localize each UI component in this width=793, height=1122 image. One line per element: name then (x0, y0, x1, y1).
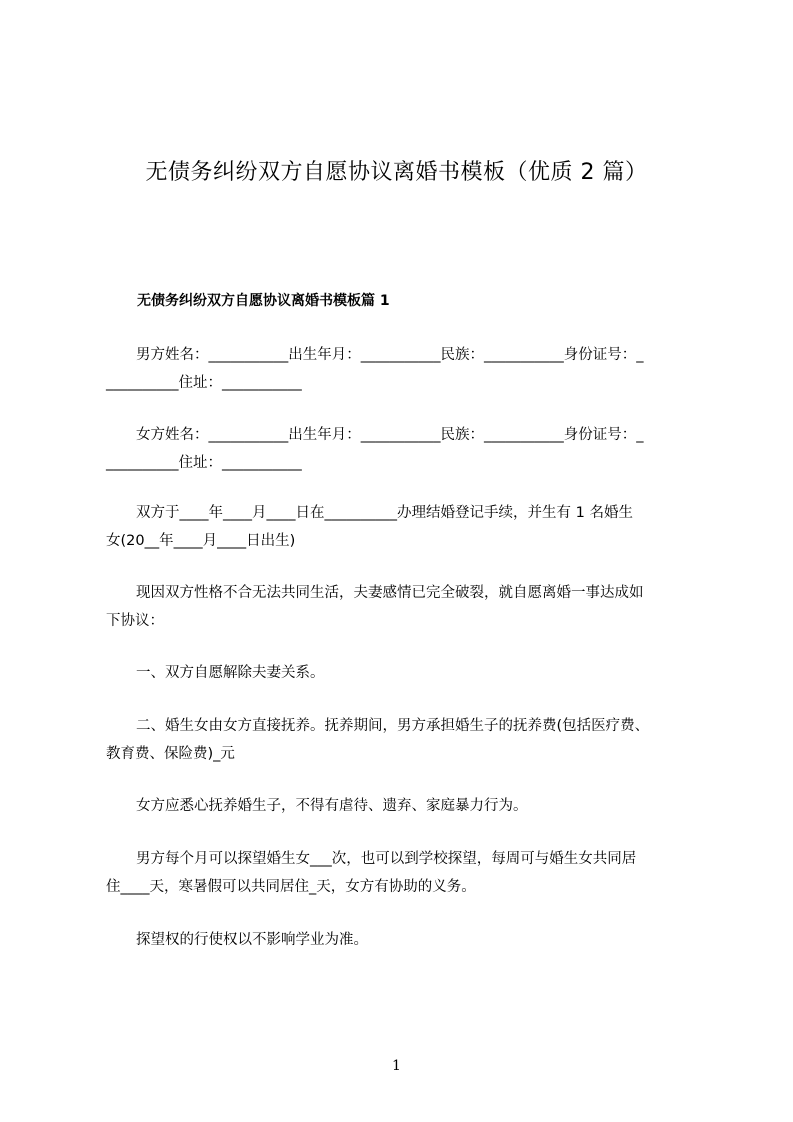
paragraph-reason (106, 579, 702, 635)
paragraph-line: 住____天，寒暑假可以共同居住_天，女方有协助的义务。 (106, 879, 476, 895)
paragraph-line: __________住址：___________ (106, 375, 302, 391)
paragraph-female-info (106, 421, 702, 477)
paragraph-visitation (106, 845, 702, 901)
paragraph-line: 女方应悉心抚养婚生子，不得有虐待、遗弃、家庭暴力行为。 (136, 798, 528, 814)
paragraph-line: 二、婚生女由女方直接抚养。抚养期间，男方承担婚生子的抚养费(包括医疗费、 (136, 718, 650, 734)
paragraph-line: 男方姓名：___________出生年月：___________民族：___________身份证号：_ (136, 347, 644, 363)
paragraph-line: 女方姓名：___________出生年月：___________民族：___________身份证号：_ (136, 427, 644, 443)
paragraph-line: 下协议： (106, 613, 164, 629)
paragraph-line: 探望权的行使权以不影响学业为准。 (136, 932, 368, 948)
paragraph-male-info (106, 341, 702, 397)
page-title: 无债务纠纷双方自愿协议离婚书模板（优质 2 篇） (145, 159, 648, 185)
paragraph-line: __________住址：___________ (106, 455, 302, 471)
paragraph-marriage-registration (106, 499, 702, 555)
paragraph-line: 教育费、保险费)_元 (106, 746, 235, 762)
paragraph-visitation-limit (106, 926, 702, 954)
paragraph-line: 一、双方自愿解除夫妻关系。 (136, 665, 325, 681)
page-number: 1 (392, 1058, 401, 1074)
paragraph-clause-1 (106, 659, 702, 687)
paragraph-clause-2 (106, 712, 702, 768)
paragraph-line: 现因双方性格不合无法共同生活，夫妻感情已完全破裂，就自愿离婚一事达成如 (136, 585, 644, 601)
section-heading: 无债务纠纷双方自愿协议离婚书模板篇 1 (137, 293, 390, 309)
paragraph-line: 女(20__年____月____日出生) (106, 533, 296, 549)
paragraph-female-duty (106, 792, 702, 820)
paragraph-line: 男方每个月可以探望婚生女___次，也可以到学校探望，每周可与婚生女共同居 (136, 851, 637, 867)
paragraph-line: 双方于____年____月____日在__________办理结婚登记手续，并生有 1 名婚生 (136, 505, 633, 521)
